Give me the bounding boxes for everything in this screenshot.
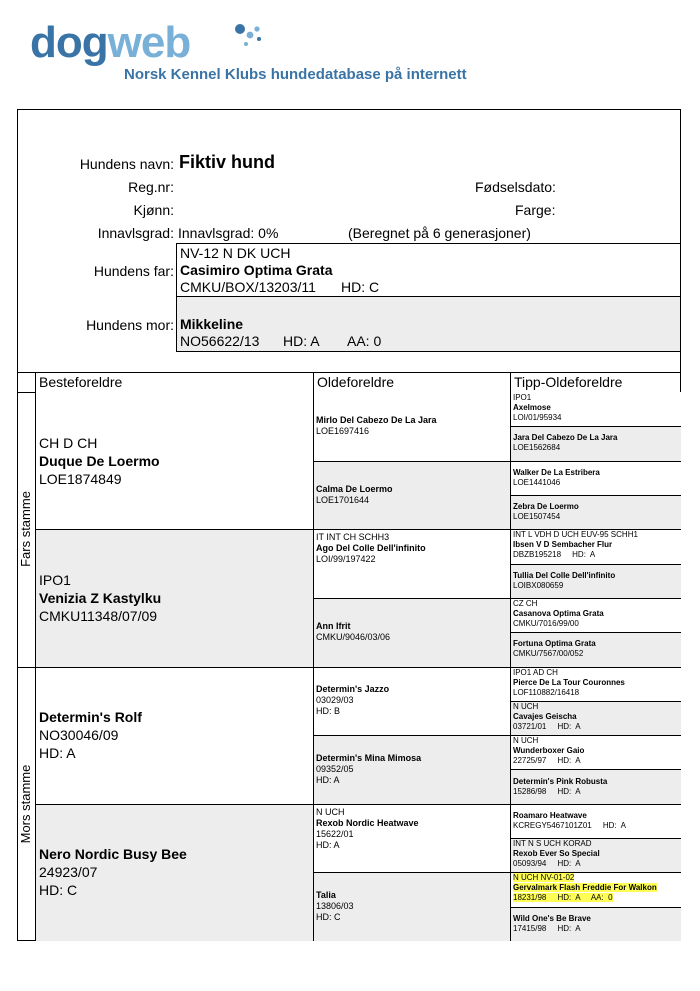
great-great-grandparent-detail (513, 893, 681, 903)
inbreeding-label: Innavlsgrad: (97, 225, 174, 241)
great-great-grandparent-cell (510, 701, 681, 735)
great-great-grandparent-detail: 05093/94 HD: A (513, 859, 581, 869)
great-grandparent-cell (313, 804, 510, 873)
great-great-grandparent-detail: CMKU/7016/99/00 (513, 618, 579, 628)
great-great-grandparent-detail: DBZB195218 HD: A (513, 550, 596, 560)
pedigree-col-line-2 (313, 372, 314, 941)
great-grandparent-name: Calma De Loermo (316, 483, 393, 494)
father-reg: CMKU/BOX/13203/11 (180, 279, 316, 295)
great-great-grandparent-name: Rexob Ever So Special (513, 849, 600, 859)
great-great-grandparent-cell (510, 872, 681, 906)
great-great-grandparent-detail: INT L VDH D UCH EUV-95 SCHH1 (513, 530, 638, 540)
great-great-grandparent-name: Tullia Del Colle Dell'infinito (513, 570, 616, 580)
great-grandparent-name: Ann Ifrit (316, 621, 351, 632)
birthdate-label: Fødselsdato: (475, 179, 556, 195)
father-titles: NV-12 N DK UCH (180, 245, 291, 261)
pedigree-col-line-3 (510, 372, 511, 941)
great-great-grandparent-detail: IPO1 AD CH (513, 667, 558, 677)
pedigree-gggp-line (510, 632, 681, 633)
mother-hd: HD: A (283, 333, 320, 349)
pedigree-header-3: Tipp-Oldeforeldre (514, 374, 623, 390)
great-great-grandparent-cell (510, 495, 681, 529)
great-great-grandparent-cell (510, 392, 681, 426)
grandparent-name: Determin's Rolf (39, 709, 142, 726)
great-great-grandparent-detail: LOE1441046 (513, 477, 561, 487)
grandparent-detail: CH D CH (39, 434, 98, 451)
grandparent-cell (35, 804, 313, 941)
grandparent-detail: IPO1 (39, 571, 71, 588)
pedigree-gggp-line (510, 872, 681, 873)
great-grandparent-detail: 13806/03 (316, 901, 354, 912)
great-grandparent-name: Mirlo Del Cabezo De La Jara (316, 415, 437, 426)
grandparent-cell (35, 667, 313, 804)
great-grandparent-name: Determin's Mina Mimosa (316, 752, 422, 763)
great-great-grandparent-name: Fortuna Optima Grata (513, 639, 596, 649)
pedigree-gggp-line (510, 598, 681, 599)
pedigree-gggp-line (510, 529, 681, 530)
highlighted-detail: 18231/98 HD: A AA: 0 (513, 893, 613, 903)
grandparent-detail: LOE1874849 (39, 470, 122, 487)
great-grandparent-detail: LOE1697416 (316, 426, 370, 437)
great-great-grandparent-detail: CMKU/7567/00/052 (513, 649, 584, 659)
mother-reg: NO56622/13 (180, 333, 260, 349)
great-great-grandparent-detail: LOE1562684 (513, 443, 561, 453)
pedigree-gggp-line (510, 838, 681, 839)
side-label-fathers-line: Fars stamme (18, 491, 33, 568)
great-great-grandparent-detail: 22725/97 HD: A (513, 756, 581, 766)
great-great-grandparent-detail: IPO1 (513, 393, 532, 402)
great-grandparent-detail: LOI/99/197422 (316, 554, 376, 565)
grandparent-name: Duque De Loermo (39, 452, 160, 469)
mother-label: Hundens mor: (86, 317, 174, 333)
great-great-grandparent-name: Wild One's Be Brave (513, 913, 591, 923)
great-grandparent-name: Talia (316, 890, 336, 901)
great-great-grandparent-cell (510, 529, 681, 563)
great-great-grandparent-name: Zebra De Loermo (513, 502, 579, 512)
grandparent-cell (35, 392, 313, 529)
grandparent-detail: NO30046/09 (39, 727, 119, 744)
pedigree-header-2: Oldeforeldre (317, 374, 395, 390)
grandparent-cell (35, 529, 313, 666)
great-great-grandparent-cell (510, 632, 681, 666)
mother-name: Mikkeline (180, 316, 244, 332)
great-grandparent-detail: N UCH (316, 806, 345, 817)
father-name: Casimiro Optima Grata (180, 262, 333, 278)
pedigree-gggp-line (510, 667, 681, 668)
great-grandparent-detail: HD: B (316, 706, 341, 717)
great-grandparent-detail: 15622/01 (316, 828, 354, 839)
grandparent-detail: HD: A (39, 745, 76, 762)
great-grandparent-detail: LOE1701644 (316, 494, 370, 505)
inbreeding-calc-note: (Beregnet på 6 generasjoner) (348, 225, 531, 241)
inbreeding-value: Innavlsgrad: 0% (178, 225, 279, 241)
grandparent-name: Nero Nordic Busy Bee (39, 846, 187, 863)
great-grandparent-detail: 03029/03 (316, 695, 354, 706)
great-grandparent-detail: HD: A (316, 839, 340, 850)
great-grandparent-name: Rexob Nordic Heatwave (316, 817, 419, 828)
great-great-grandparent-name: Jara Del Cabezo De La Jara (513, 433, 618, 443)
great-great-grandparent-detail: INT N S UCH KORAD (513, 839, 592, 849)
great-great-grandparent-cell (510, 769, 681, 803)
great-great-grandparent-detail: LOI/01/95934 (513, 413, 562, 422)
pedigree-gggp-line (510, 461, 681, 462)
great-grandparent-cell (313, 667, 510, 736)
great-great-grandparent-detail: LOIBX080659 (513, 580, 564, 590)
great-great-grandparent-detail: KCREGY5467101Z01 HD: A (513, 820, 626, 830)
grandparent-detail: CMKU11348/07/09 (39, 607, 158, 624)
great-great-grandparent-detail: N UCH (513, 736, 539, 746)
great-great-grandparent-name: Determin's Pink Robusta (513, 776, 608, 786)
great-great-grandparent-cell (510, 564, 681, 598)
pedigree-header-1: Besteforeldre (39, 374, 123, 390)
great-great-grandparent-cell (510, 804, 681, 838)
grandparent-detail: 24923/07 (39, 864, 98, 881)
dog-name: Fiktiv hund (179, 152, 275, 172)
great-great-grandparent-name: Wunderboxer Gaio (513, 746, 585, 756)
great-great-grandparent-name: Axelmose (513, 403, 551, 412)
great-grandparent-detail: CMKU/9046/03/06 (316, 632, 391, 643)
great-grandparent-detail: HD: C (316, 912, 341, 923)
pedigree-col-line-1 (35, 372, 36, 941)
logo-tagline: Norsk Kennel Klubs hundedatabase på internett (124, 66, 467, 83)
great-grandparent-cell (313, 392, 510, 461)
pedigree-gggp-line (510, 426, 681, 427)
great-great-grandparent-cell (510, 907, 681, 941)
highlighted-name: Gervalmark Flash Freddie For Walkon (513, 883, 657, 893)
great-great-grandparent-detail: 03721/01 HD: A (513, 721, 581, 731)
great-great-grandparent-name: Casanova Optima Grata (513, 608, 604, 618)
great-grandparent-detail: HD: A (316, 774, 340, 785)
great-great-grandparent-detail: LOE1507454 (513, 512, 561, 522)
grandparent-name: Venizia Z Kastylku (39, 589, 162, 606)
regnr-label: Reg.nr: (128, 179, 174, 195)
dog-name-label: Hundens navn: (79, 156, 174, 172)
great-grandparent-detail: 09352/05 (316, 763, 354, 774)
pedigree-gggp-line (510, 735, 681, 736)
great-great-grandparent-cell (510, 426, 681, 460)
pedigree-gggp-line (510, 769, 681, 770)
pedigree-gggp-line (510, 804, 681, 805)
great-great-grandparent-detail: 17415/98 HD: A (513, 923, 581, 933)
sex-label: Kjønn: (133, 202, 174, 218)
great-grandparent-cell (313, 872, 510, 941)
great-great-grandparent-name (513, 883, 681, 893)
side-label-mothers-line: Mors stamme (18, 764, 33, 844)
great-grandparent-cell (313, 735, 510, 804)
mother-aa: AA: 0 (347, 333, 382, 349)
pedigree-gggp-line (510, 907, 681, 908)
great-great-grandparent-cell (510, 598, 681, 632)
color-label: Farge: (515, 202, 556, 218)
great-great-grandparent-name: Walker De La Estribera (513, 467, 600, 477)
pedigree-top-border (17, 372, 681, 373)
great-great-grandparent-detail: CZ CH (513, 598, 538, 608)
great-grandparent-cell (313, 461, 510, 530)
pedigree-gggp-line (510, 495, 681, 496)
great-great-grandparent-detail: 15286/98 HD: A (513, 786, 581, 796)
great-grandparent-cell (313, 598, 510, 667)
father-box (176, 243, 681, 297)
great-great-grandparent-cell (510, 461, 681, 495)
great-great-grandparent-name: Pierce De La Tour Couronnes (513, 677, 625, 687)
great-grandparent-detail: IT INT CH SCHH3 (316, 532, 390, 543)
mother-box (176, 296, 681, 352)
great-great-grandparent-name: Roamaro Heatwave (513, 810, 587, 820)
great-great-grandparent-cell (510, 838, 681, 872)
great-great-grandparent-name: Ibsen V D Sembacher Flur (513, 540, 613, 550)
great-great-grandparent-detail (513, 873, 681, 883)
logo-wordmark (30, 18, 190, 68)
great-great-grandparent-detail: N UCH (513, 701, 539, 711)
great-great-grandparent-cell (510, 667, 681, 701)
pedigree-gggp-line (510, 701, 681, 702)
logo-web: web (107, 18, 191, 67)
grandparent-detail: HD: C (39, 882, 78, 899)
logo-dots-icon (232, 22, 268, 52)
highlighted-detail: N UCH NV-01-02 (513, 873, 575, 883)
great-grandparent-name: Ago Del Colle Dell'infinito (316, 543, 426, 554)
great-grandparent-name: Determin's Jazzo (316, 684, 390, 695)
logo-dog: dog (30, 18, 108, 67)
great-great-grandparent-cell (510, 735, 681, 769)
father-hd: HD: C (341, 279, 380, 295)
father-label: Hundens far: (93, 263, 174, 279)
great-great-grandparent-name: Cavajes Geischa (513, 711, 577, 721)
pedigree-gggp-line (510, 564, 681, 565)
great-grandparent-cell (313, 529, 510, 598)
great-great-grandparent-detail: LOF110882/16418 (513, 687, 580, 697)
